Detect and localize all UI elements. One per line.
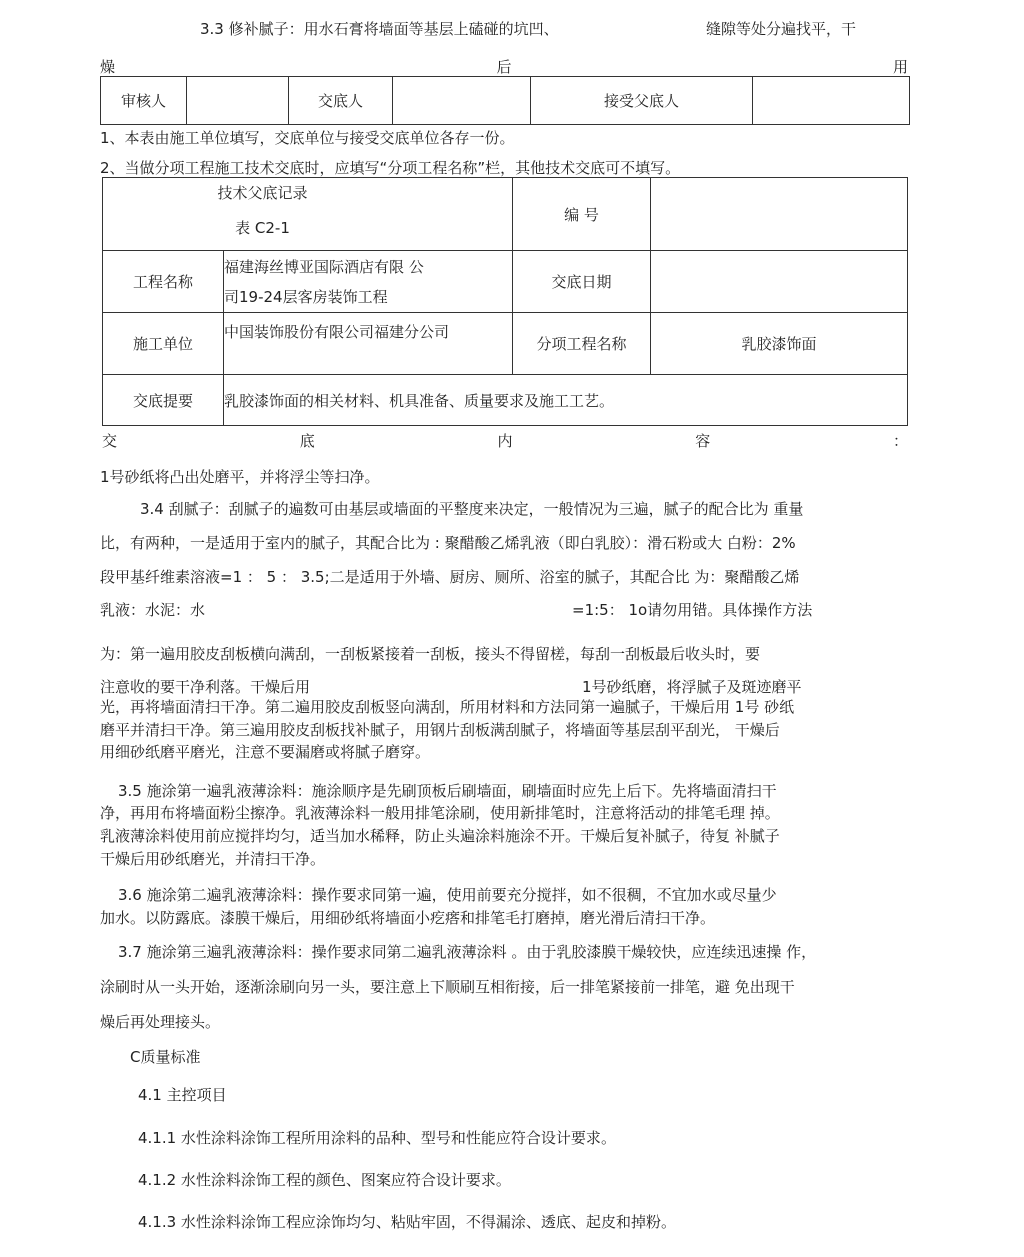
number-label: 编 号: [513, 178, 651, 251]
spread-char: 用: [892, 58, 908, 76]
section-3-3-line1-b: 缝隙等处分遍找平，干: [706, 20, 857, 38]
spread-char: 容: [695, 432, 711, 450]
discloser-value: [393, 77, 531, 125]
record-title-cell: [103, 178, 513, 251]
receiver-label: 接受父底人: [531, 77, 753, 125]
spread-char: 交: [102, 432, 118, 450]
number-value: [651, 178, 908, 251]
spread-char: 燥: [100, 58, 116, 76]
body-p6-line2: 涂刷时从一头开始，逐渐涂刷向另一头，要注意上下顺刷互相衔接，后一排笔紧接前一排笔，避 免出现干: [100, 978, 795, 996]
section-3-3-line2: [100, 56, 908, 77]
spread-char: 内: [497, 432, 513, 450]
disclosure-date-label: 交底日期: [513, 251, 651, 313]
body-p5-line2: 加水。以防露底。漆膜干燥后，用细砂纸将墙面小疙瘩和排笔毛打磨掉，磨光滑后清扫干净。: [100, 909, 716, 927]
body-p2-line4b: =1:5： 1o请勿用错。具体操作方法: [572, 601, 813, 619]
body-p4-line4: 干燥后用砂纸磨光，并清扫干净。: [100, 850, 326, 868]
project-name-line-2: 司19-24层客房装饰工程: [224, 287, 388, 306]
body-p3-line1: 为：第一遍用胶皮刮板横向满刮，一刮板紧接着一刮板，接头不得留槎，每刮一刮板最后收头时，要: [100, 645, 761, 663]
discloser-label: 交底人: [289, 77, 393, 125]
spread-char: 底: [299, 432, 315, 450]
project-name-value: [224, 251, 513, 313]
body-p2-line2: 比，有两种，一是适用于室内的腻子，其配合比为 : 聚醋酸乙烯乳液（即白乳胶）：滑石粉或大 白粉：2%: [100, 534, 796, 552]
note-1: 1、本表由施工单位填写，交底单位与接受交底单位各存一份。: [100, 129, 515, 147]
disclosure-date-value: [651, 251, 908, 313]
body-p4-line1: 3.5 施涂第一遍乳液薄涂料：施涂顺序是先刷顶板后刷墙面，刷墙面时应先上后下。先将墙面清扫干: [118, 782, 777, 800]
body-p3-line2b: 1号砂纸磨，将浮腻子及斑迹磨平: [582, 678, 802, 696]
body-p2-line4a: 乳液：水泥：水: [100, 601, 206, 619]
reviewer-label: 审核人: [101, 77, 187, 125]
body-p3-line5: 用细砂纸磨平磨光，注意不要漏磨或将腻子磨穿。: [100, 743, 431, 761]
construction-unit-label: 施工单位: [103, 313, 224, 375]
section-3-3-line1-a: 3.3 修补腻子：用水石膏将墙面等基层上磕碰的坑凹、: [200, 20, 559, 38]
body-p3-line4: 磨平并清扫干净。第三遍用胶皮刮板找补腻子，用钢片刮板满刮腻子，将墙面等基层刮平刮光， 干燥后: [100, 721, 780, 739]
body-p1: 1号砂纸将凸出处磨平，并将浮尘等扫净。: [100, 468, 380, 486]
project-name-line-1: 福建海丝博亚国际酒店有限 公: [224, 257, 424, 276]
subproject-name-value: 乳胶漆饰面: [651, 313, 908, 375]
receiver-value: [753, 77, 910, 125]
project-name-label: 工程名称: [103, 251, 224, 313]
content-heading: [102, 430, 908, 451]
body-p6-line1: 3.7 施涂第三遍乳液薄涂料：操作要求同第二遍乳液薄涂料 。由于乳胶漆膜干燥较快，应连续迅速操 作，: [118, 943, 817, 961]
reviewer-value: [187, 77, 289, 125]
construction-unit-value: 中国装饰股份有限公司福建分公司: [224, 313, 513, 375]
spread-char: 后: [496, 58, 512, 76]
quality-standard-heading: C质量标准: [130, 1048, 201, 1066]
note-2: 2、当做分项工程施工技术交底时，应填写“分项工程名称”栏，其他技术交底可不填写。: [100, 159, 681, 177]
body-p5-line1: 3.6 施涂第二遍乳液薄涂料：操作要求同第一遍，使用前要充分搅拌，如不很稠，不宜加水或尽量少: [118, 886, 777, 904]
form-number: 表 C2-1: [235, 219, 290, 237]
item-4-1-2: 4.1.2 水性涂料涂饰工程的颜色、图案应符合设计要求。: [138, 1171, 511, 1189]
item-4-1-3: 4.1.3 水性涂料涂饰工程应涂饰均匀、粘贴牢固，不得漏涂、透底、起皮和掉粉。: [138, 1213, 676, 1231]
main-control-items-heading: 4.1 主控项目: [138, 1086, 227, 1104]
body-p2-line3: 段甲基纤维素溶液=1 ： 5 ： 3.5;二是适用于外墙、厨房、厕所、浴室的腻子，其配合比 为：聚醋酸乙烯: [100, 568, 800, 586]
body-p2-line1: 3.4 刮腻子：刮腻子的遍数可由基层或墙面的平整度来决定，一般情况为三遍，腻子的配合比为 重量: [140, 500, 804, 518]
subproject-name-label: 分项工程名称: [513, 313, 651, 375]
spread-char: ：: [892, 432, 908, 450]
disclosure-record-table: [102, 177, 908, 426]
item-4-1-1: 4.1.1 水性涂料涂饰工程所用涂料的品种、型号和性能应符合设计要求。: [138, 1129, 616, 1147]
body-p6-line3: 燥后再处理接头。: [100, 1013, 221, 1031]
body-p4-line3: 乳液薄涂料使用前应搅拌均匀，适当加水稀释，防止头遍涂料施涂不开。干燥后复补腻子，待复 补腻子: [100, 827, 780, 845]
summary-value: 乳胶漆饰面的相关材料、机具准备、质量要求及施工工艺。: [224, 375, 908, 426]
body-p3-line2a: 注意收的要干净利落。干燥后用: [100, 678, 311, 696]
body-p4-line2: 净，再用布将墙面粉尘擦净。乳液薄涂料一般用排笔涂刷，使用新排笔时，注意将活动的排笔毛理 掉。: [100, 804, 780, 822]
summary-label: 交底提要: [103, 375, 224, 426]
record-title: 技术父底记录: [217, 184, 308, 202]
sign-table: [100, 76, 910, 125]
body-p3-line3: 光，再将墙面清扫干净。第二遍用胶皮刮板竖向满刮，所用材料和方法同第一遍腻子，干燥后用 1号 砂纸: [100, 698, 795, 716]
